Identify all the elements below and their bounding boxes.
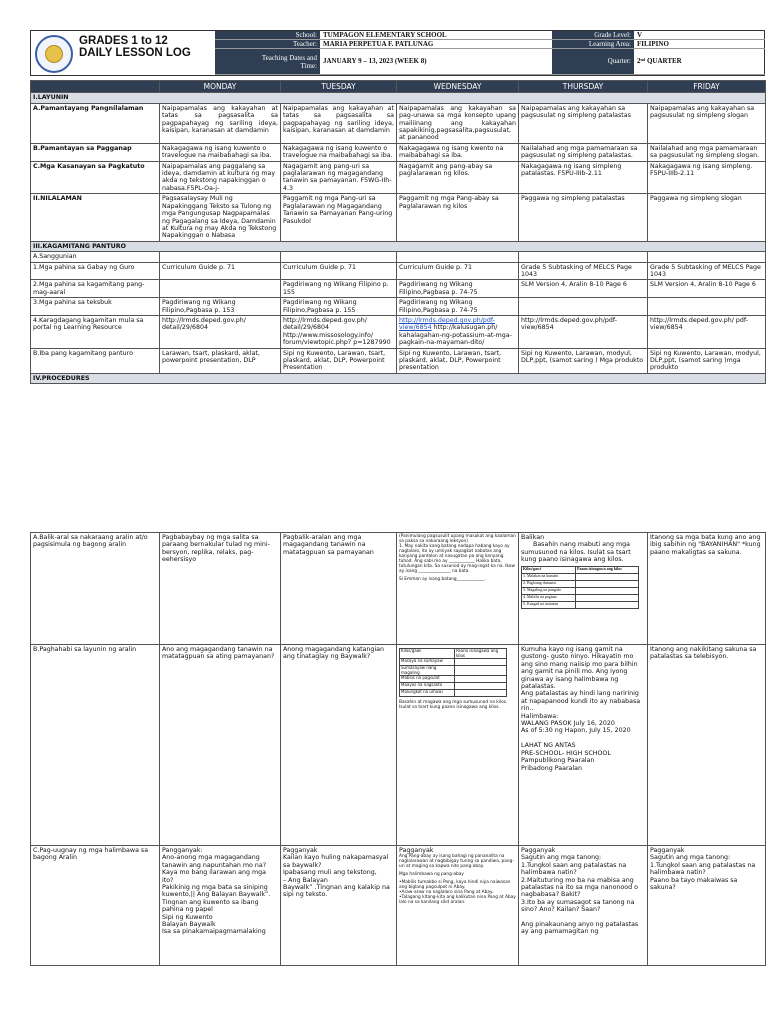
wed-subtitle: Mga halimbawa ng pang-abay	[399, 872, 464, 878]
cell-thu	[519, 252, 648, 262]
cell-thu	[519, 298, 648, 316]
table-row	[31, 252, 766, 262]
cell-thu: http://lrmds.deped.gov.ph/pdf-view/6854	[519, 315, 648, 348]
row-label: B.Iba pang kagamitang panturo	[31, 348, 160, 373]
answer-cell	[576, 587, 639, 594]
quarter-label: Quarter:	[552, 49, 634, 75]
section-procedures: IV.PROCEDURES	[31, 373, 766, 383]
cell-tue: Nagagamit ang pang-uri sa paglalarawan ng magagandang tanawin sa pamayanan. F5WG-IIh-4.3	[281, 161, 397, 194]
resource-link[interactable]: http://lrmds.deped.gov.ph/pdf-view/6854	[399, 316, 496, 332]
cell-wed: Paggamit ng mga Pang-abay sa Paglalarawan ng kilos	[397, 194, 519, 241]
corner-cell	[31, 81, 160, 93]
table-row	[31, 280, 766, 298]
wed-example: •Mabilis tumakbo si Pang, kaya hindi niya naiwasan ang biglang pagsulpot ni Abay.	[399, 880, 511, 891]
wed-instruction: Basahin at magawa ang mga sumusunod na kilos. Isulat sa tsart kung paano isinagawa ang kilos.	[399, 700, 508, 711]
area-label: Learning Area:	[552, 40, 634, 49]
cell-mon: http://lrmds.deped.gov.ph/ detail/29/6804	[160, 315, 281, 348]
cell-tue: Anong magagandang katangian ang tinataglay ng Baywalk?	[281, 645, 397, 846]
cell-tue: http://lrmds.deped.gov.ph/ detail/29/6804 http://www.missosology.info/ forum/viewtopic.php? p=1287990	[281, 315, 397, 348]
cell-mon: Pangganyak: Ano-anong mga magagandang tanawin ang napuntahan mo na? Kaya mo bang ilarawan ang mga ito? Pakikinig ng mga bata sa siniping kuwento,|| Ang Balayan Baywalk”. Tingnan ang kuwento sa ibang pahina ng papel Sipi ng Kuwento Balayan Baywalk Isa sa pinakamaipagmamalaking	[160, 846, 281, 966]
cell-fri: SLM Version 4, Aralin 8-10 Page 6	[648, 280, 766, 298]
table-row	[31, 143, 766, 161]
cell-mon	[160, 280, 281, 298]
row-label: 4.Karagdagang kagamitan mula sa portal ng Learning Resource	[31, 315, 160, 348]
table-row	[31, 533, 766, 645]
cell-tue: Pagdiriwang ng Wikang Filipino,Pagbasa p. 155	[281, 298, 397, 316]
quiz-item: 1. May nakita kang batang nadapa habang kayo ay naglalaro, ito ay umiiyak sapagkat nabutas ang kanyang pantalon at nasugatan pa ang kanyang tuhod. Ang sabi mo ay ____________ Halika bata, tutulungan kita. Sa susunod ay mag-ingat ka na. Ikaw ay isang _______________ na bata.	[399, 544, 516, 574]
cell-thu: Sipi ng Kuwento, Larawan, modyul, DLP,ppt, (samot saring ) Mga produkto	[519, 348, 648, 373]
cell-mon: Pagdiriwang ng Wikang Filipino,Pagbasa p. 153	[160, 298, 281, 316]
paano-col-header: Paano isinagawa ang kilos	[576, 566, 639, 573]
cell-fri: Naipapamalas ang kakayahan sa pagsusulat ng simpleng slogan	[648, 103, 766, 143]
kilos-row: Maayos na nagsalita	[400, 683, 455, 690]
row-label: A.Pamantayang Pangnilalaman	[31, 103, 160, 143]
kilos-chart-wed	[399, 648, 507, 697]
answer-cell	[454, 676, 506, 683]
kilos-col-header: Kilos/gawi	[400, 649, 455, 659]
cell-wed: Sipi ng Kuwento, Larawan, tsart, plaskard, aklat, DLP, Powerpoint presentation	[397, 348, 519, 373]
header-info-grid	[215, 31, 765, 75]
cell-wed: Naipapamalas ang kakayahan sa pag-unawa sa mga konsepto upang mailiinang ang kakayahan sapakikinig,pagsasalita,pagsusulat, at pananood	[397, 103, 519, 143]
cell-thu: Naipapamalas ang kakayahan sa pagsusulat ng simpleng patalastas	[519, 103, 648, 143]
cell-fri: Pagganyak Sagutin ang mga tanong: 1.Tungkol saan ang patalastas na halimbawa natin? Paano ba tayo makaiwas sa sakuna?	[648, 846, 766, 966]
row-label-sanggunian: A.Sanggunian	[31, 252, 160, 262]
cell-thu: Nakagagawa ng isang simpleng patalastas. F5PU-IIIb-2.11	[519, 161, 648, 194]
kilos-row: Malungkot na umuwi	[400, 690, 455, 697]
day-thursday: THURSDAY	[519, 81, 648, 93]
table-row	[31, 315, 766, 348]
cell-mon: Pagbabaybay ng mga salita sa paraang bernakular tulad ng mini-bersyon, replika, relaks, pag-eehersisyo	[160, 533, 281, 645]
kilos-row: Mabilis na pagsulat	[400, 676, 455, 683]
area-value: FILIPINO	[634, 40, 765, 49]
wed-example: •Talagang kitang-kita ang kalikutan nina Pang at Abay lalo na sa kanilang silid aralan.	[399, 895, 516, 906]
answer-cell	[454, 690, 506, 697]
cell-wed	[397, 645, 519, 846]
day-friday: FRIDAY	[648, 81, 766, 93]
cell-fri	[648, 298, 766, 316]
cell-tue: Sipi ng Kuwento, Larawan, tsart, plaskard, aklat, DLP, Powerpoint Presentation	[281, 348, 397, 373]
cell-fri: Grade 5 Subtasking of MELCS Page 1043	[648, 262, 766, 280]
grade-value: V	[634, 31, 765, 40]
cell-mon: Naipapamalas ang paggalang sa ideya, damdamin at kultura ng may akda ng tekstong napakinggan o nabasa.F5PL-Oa-j-	[160, 161, 281, 194]
table-row	[31, 846, 766, 966]
row-label: B.Paghahabi sa layunin ng aralin	[31, 645, 160, 846]
cell-tue: Paggamit ng mga Pang-uri sa Paglalarawan ng Magagandang Tanawin sa Pamayanan Pang-uring Pasukdol	[281, 194, 397, 241]
table-row	[31, 348, 766, 373]
wed-title: Pagganyak	[399, 847, 434, 854]
cell-tue: Naipapamalas ang kakayahan at tatas sa pagsasalita sa pagpapahayag ng sariling ideya, kaisipan, karanasan at damdamin	[281, 103, 397, 143]
row-label: 1.Mga pahina sa Gabay ng Guro	[31, 262, 160, 280]
cell-fri: http://lrmds.deped.gov.ph/ pdf-view/6854	[648, 315, 766, 348]
teacher-label: Teacher:	[215, 40, 320, 49]
cell-wed: Nagagamit ang pang-abay sa paglalarawan ng kilos.	[397, 161, 519, 194]
table-row	[31, 645, 766, 846]
cell-wed: Pagdiriwang ng Wikang Filipino,Pagbasa p. 74-75	[397, 298, 519, 316]
balikan-title: Balikan	[521, 534, 545, 541]
cell-wed: Pagdiriwang ng Wikang Filipino,Pagbasa p. 74-75	[397, 280, 519, 298]
row-label: 2.Mga pahina sa kagamitang pang-mag-aaral	[31, 280, 160, 298]
dates-label-line2: Time:	[300, 61, 317, 70]
header-box	[30, 30, 765, 76]
title-line1: GRADES 1 to 12	[79, 35, 168, 47]
dates-label	[215, 49, 320, 75]
row-label: B.Pamantayan sa Pagganap	[31, 143, 160, 161]
table-row	[31, 103, 766, 143]
kilos-row: 1. Malakas na kumain	[522, 573, 576, 580]
answer-cell	[576, 573, 639, 580]
answer-cell	[454, 659, 506, 666]
answer-cell	[576, 601, 639, 608]
day-header-row	[31, 81, 766, 93]
dates-label-line1: Teaching Dates and	[261, 53, 317, 62]
cell-tue	[281, 252, 397, 262]
row-label: C.Mga Kasanayan sa Pagkatuto	[31, 161, 160, 194]
kilos-row: 2. Bigloang dumami	[522, 580, 576, 587]
cell-tue: Pagganyak Kailan kayo huling nakapamasyal sa baywalk? Ipabasang muli ang tekstong, – Ang Balayan Baywalk” .Tingnan ang kalakip na sipi ng teksto.	[281, 846, 397, 966]
cell-mon: Ano ang magagandang tanawin na matatagpuan sa ating pamayanan?	[160, 645, 281, 846]
table-row	[31, 161, 766, 194]
cell-mon: Naipapamalas ang kakayahan at tatas sa pagsasalita sa pagpapahayag ng sariling ideya, kaisipan, karanasan at damdamin	[160, 103, 281, 143]
cell-thu: Paggawa ng simpleng patalastas	[519, 194, 648, 241]
cell-fri: Itanong ang nakikitang sakuna sa patalastas sa telebisyon.	[648, 645, 766, 846]
cell-tue: Nakagagawa ng isang kuwento o travelogue na maibabahagi sa iba.	[281, 143, 397, 161]
cell-mon: Nakagagawa ng isang kuwento o travelogue na maibabahagi sa iba.	[160, 143, 281, 161]
row-label: 3.Mga pahina sa teksbuk	[31, 298, 160, 316]
answer-cell	[576, 580, 639, 587]
cell-fri: Sipi ng Kuwento, Larawan, modyul, DLP,ppt, (samot saring )mga produkto	[648, 348, 766, 373]
cell-tue: Pagdiriwang ng Wikang Filipino p. 155	[281, 280, 397, 298]
seal-center-icon	[45, 45, 63, 63]
kilos-row: Masaya na sumayaw	[400, 659, 455, 666]
resource-text: http://kalusugan.ph/ kahalagahan-ng-potassium-at-mga-pagkain-na-mayaman-dito/	[399, 324, 512, 347]
cell-thu: Grade 5 Subtasking of MELCS Page 1043	[519, 262, 648, 280]
cell-mon: Larawan, tsart, plaskard, aklat, powerpoint presentation, DLP	[160, 348, 281, 373]
wed-example: •Araw-araw na naglalaro sina Pang at Abay.	[399, 890, 494, 896]
cell-mon: Pagsasalaysay Muli ng Napakinggang Teksto sa Tulong ng mga Pangungusap Nagpapamalas ng Pagagalang sa Ideya, Damdamin at Kultura ng may Akda ng Tekstong Napakinggan o Nabasa	[160, 194, 281, 241]
cell-fri: Paggawa ng simpleng slogan	[648, 194, 766, 241]
title-line2: DAILY LESSON LOG	[79, 47, 191, 59]
quarter-value: 2ⁿᵈ QUARTER	[634, 49, 765, 75]
cell-thu: Nailalahad ang mga pamamaraan sa pagsusulat ng simpleng patalastas.	[519, 143, 648, 161]
cell-wed	[397, 533, 519, 645]
cell-tue: Pagbalik-aralan ang mga magagandang tanawin na matatagpuan sa pamayanan	[281, 533, 397, 645]
cell-tue: Curriculum Guide p. 71	[281, 262, 397, 280]
cell-wed: Curriculum Guide p. 71	[397, 262, 519, 280]
cell-wed	[397, 846, 519, 966]
log-title	[79, 35, 191, 59]
lesson-table-part1	[30, 80, 766, 384]
cell-fri: Itanong sa mga bata kung ano ang ibig sabihin ng "BAYANIHAN" *kung paano makaligtas sa sakuna.	[648, 533, 766, 645]
row-label: A.Balik-aral sa nakaraang aralin at/o pagsisimula ng bagong aralin	[31, 533, 160, 645]
cell-mon	[160, 252, 281, 262]
grade-label: Grade Level:	[552, 31, 634, 40]
row-label: C.Pag-uugnay ng mga halimbawa sa bagong Aralin	[31, 846, 160, 966]
quiz-intro: (Panimulang pagsusulit upang masukat ang kaalaman sa paksa sa nakaraang leksyon)	[399, 534, 516, 544]
school-value: TUMPAGON ELEMENTARY SCHOOL	[320, 31, 552, 40]
cell-fri: Nakagagawa ng isang simpleng. F5PU-IIIb-2.11	[648, 161, 766, 194]
cell-fri	[648, 252, 766, 262]
balikan-body: Basahin nang mabuti ang mga sumusunod na kilos. Isulat sa tsart kung paano isinagawa ang kilos.	[521, 541, 631, 564]
answer-cell	[454, 683, 506, 690]
wed-definition: Ang Pang-abay ay isang bahagi ng pananalita na naglalarawan at nagbibigay turing sa pandiwa, pang-uri at maging sa kapwa nito pang-abay.	[399, 854, 514, 870]
day-tuesday: TUESDAY	[281, 81, 397, 93]
school-label: School:	[215, 31, 320, 40]
answer-cell	[576, 594, 639, 601]
cell-wed	[397, 315, 519, 348]
kilos-row: Sumasayaw nang magaling	[400, 666, 455, 676]
section-layunin: I.LAYUNIN	[31, 93, 766, 103]
cell-thu: Kumuha kayo ng isang gamit na gustong- gusto ninyo. Hikayatin mo ang sino mang naiisip mo para bilhin ang gamit na pinili mo. Ang iyong ginawa ay isang halimbawa ng patalastas. Ang patalastas ay hindi lang naririnig at napapanood kundi ito ay nababasa rin.. Halimbawa: WALANG PASOK July 16, 2020 As of 5:30 ng Hapon, July 15, 2020 LAHAT NG ANTAS PRE-SCHOOL- HIGH SCHOOL Pampublikong Paaralan Pribadong Paaralan	[519, 645, 648, 846]
section-kagamitan: III.KAGAMITANG PANTURO	[31, 241, 766, 251]
day-monday: MONDAY	[160, 81, 281, 93]
table-row	[31, 298, 766, 316]
row-label: II.NILALAMAN	[31, 194, 160, 241]
cell-fri: Nailalahad ang mga pamamaraan sa pagsusulat ng simpleng slogan.	[648, 143, 766, 161]
paano-col-header: Paano isinagawa ang kilos	[454, 649, 506, 659]
deped-seal-icon	[35, 35, 73, 73]
teacher-value: MARIA PERPETUA F. PATLUNAG	[320, 40, 552, 49]
table-row	[31, 194, 766, 241]
cell-wed: Nakagagawa ng isang kwento na maibabahagi sa iba.	[397, 143, 519, 161]
answer-cell	[454, 666, 506, 676]
kilos-col-header: Kilos/gawi	[522, 566, 576, 573]
kilos-row: 4. Mabilis na pagtaas	[522, 594, 576, 601]
kilos-chart	[521, 566, 639, 609]
quiz-item2: Si Emman ay isang batang_____________.	[399, 577, 486, 582]
cell-mon: Curriculum Guide p. 71	[160, 262, 281, 280]
cell-thu: SLM Version 4, Aralin 8-10 Page 6	[519, 280, 648, 298]
dates-value: JANUARY 9 – 13, 2023 (WEEK 8)	[320, 49, 552, 75]
table-row	[31, 262, 766, 280]
cell-thu	[519, 533, 648, 645]
kilos-row: 3. Magaling na pangulo	[522, 587, 576, 594]
lesson-table-part2	[30, 532, 766, 966]
kilos-row: 5. Kaagad na inatasan	[522, 601, 576, 608]
cell-thu: Pagganyak Sagutin ang mga tanong: 1.Tungkol saan ang patalastas na halimbawa natin? 2.Maituturing mo ba na mabisa ang patalastas na ito sa mga nanonood o nagbabasa? Bakit? 3.Ito ba ay sumasagot sa tanong na sino? Ano? Kailan? Saan? Ang pinakaunang anyo ng patalastas ay ang pamamagitan ng	[519, 846, 648, 966]
day-wednesday: WEDNESDAY	[397, 81, 519, 93]
cell-wed	[397, 252, 519, 262]
